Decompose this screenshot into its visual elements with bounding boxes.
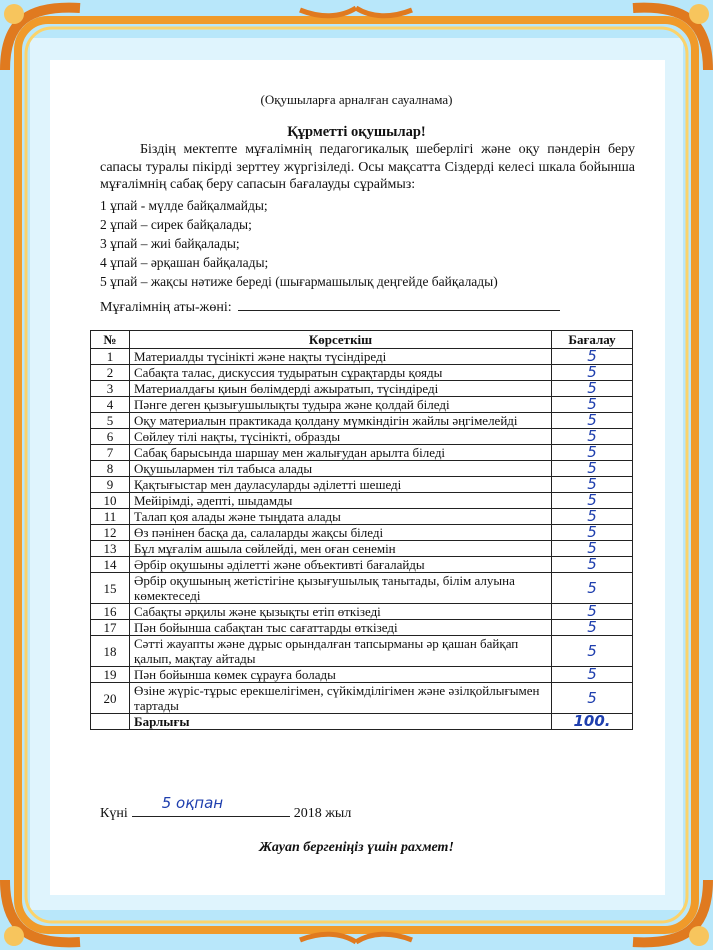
row-number: 2 [91, 365, 130, 381]
table-row [91, 667, 633, 683]
row-grade: 5 [552, 365, 633, 381]
row-grade: 5 [552, 557, 633, 573]
table-row [91, 477, 633, 493]
total-empty-cell [91, 714, 130, 730]
row-indicator: Материалдағы қиын бөлімдерді ажыратып, түсіндіреді [130, 381, 552, 397]
row-grade: 5 [552, 381, 633, 397]
thanks-text: Жауап бергеніңіз үшін рахмет! [259, 840, 454, 855]
row-number: 4 [91, 397, 130, 413]
table-row [91, 493, 633, 509]
row-grade: 5 [552, 445, 633, 461]
row-number: 10 [91, 493, 130, 509]
row-indicator: Пән бойынша көмек сұрауға болады [130, 667, 552, 683]
total-value: 100. [552, 714, 633, 730]
row-indicator: Материалды түсінікті және нақты түсіндіреді [130, 349, 552, 365]
row-number: 19 [91, 667, 130, 683]
table-row [91, 636, 633, 667]
scale-item: 1 ұпай - мүлде байқалмайды; [100, 198, 268, 213]
row-indicator: Қақтығыстар мен дауласуларды әділетті шешеді [130, 477, 552, 493]
row-grade: 5 [552, 667, 633, 683]
row-grade: 5 [552, 461, 633, 477]
table-row [91, 365, 633, 381]
row-grade: 5 [552, 573, 633, 604]
table-row [91, 509, 633, 525]
row-number: 12 [91, 525, 130, 541]
row-grade: 5 [552, 636, 633, 667]
table-row [91, 604, 633, 620]
row-grade: 5 [552, 493, 633, 509]
date-line [132, 794, 290, 817]
table-row [91, 413, 633, 429]
row-indicator: Сабақты әрқилы және қызықты етіп өткізеді [130, 604, 552, 620]
table-total-row [91, 714, 633, 730]
row-grade: 5 [552, 429, 633, 445]
row-number: 14 [91, 557, 130, 573]
header-indicator: Көрсеткіш [130, 331, 552, 349]
document-subtitle: (Оқушыларға арналған сауалнама) [260, 92, 453, 107]
teacher-name-field [100, 298, 560, 316]
header-grade: Бағалау [552, 331, 633, 349]
row-number: 20 [91, 683, 130, 714]
table-row [91, 381, 633, 397]
row-indicator: Бұл мұғалім ашыла сөйлейді, мен оған сенемін [130, 541, 552, 557]
row-indicator: Пәнге деген қызығушылықты тудыра және қолдай біледі [130, 397, 552, 413]
row-indicator: Сабақ барысында шаршау мен жалығудан арылта біледі [130, 445, 552, 461]
row-number: 15 [91, 573, 130, 604]
scale-item: 4 ұпай – әрқашан байқалады; [100, 255, 269, 270]
scale-item: 2 ұпай – сирек байқалады; [100, 217, 252, 232]
row-grade: 5 [552, 397, 633, 413]
row-indicator: Талап қоя алады және тыңдата алады [130, 509, 552, 525]
greeting-heading: Құрметті оқушылар! [287, 124, 426, 140]
table-row [91, 429, 633, 445]
row-grade: 5 [552, 541, 633, 557]
row-indicator: Әрбір оқушыны әділетті және объективті бағалайды [130, 557, 552, 573]
scale-item: 3 ұпай – жиі байқалады; [100, 236, 240, 251]
row-indicator: Пән бойынша сабақтан тыс сағаттарды өткізеді [130, 620, 552, 636]
row-grade: 5 [552, 683, 633, 714]
scale-item: 5 ұпай – жақсы нәтиже береді (шығармашылық деңгейде байқалады) [100, 274, 498, 289]
row-grade: 5 [552, 477, 633, 493]
row-number: 5 [91, 413, 130, 429]
date-year: 2018 жыл [293, 806, 352, 821]
row-number: 3 [91, 381, 130, 397]
row-number: 11 [91, 509, 130, 525]
row-grade: 5 [552, 509, 633, 525]
date-value: 5 оқпан [161, 794, 224, 812]
date-field [100, 794, 352, 822]
row-number: 1 [91, 349, 130, 365]
row-indicator: Сөйлеу тілі нақты, түсінікті, образды [130, 429, 552, 445]
row-indicator: Оқу материалын практикада қолдану мүмкіндігін жайлы әңгімелейді [130, 413, 552, 429]
row-grade: 5 [552, 620, 633, 636]
row-number: 17 [91, 620, 130, 636]
table-row [91, 397, 633, 413]
scale-list [100, 196, 498, 291]
table-row [91, 525, 633, 541]
row-number: 7 [91, 445, 130, 461]
teacher-name-label: Мұғалімнің аты-жөні: [100, 300, 232, 315]
row-indicator: Оқушылармен тіл табыса алады [130, 461, 552, 477]
table-row [91, 349, 633, 365]
header-number: № [91, 331, 130, 349]
table-row [91, 461, 633, 477]
row-indicator: Сәтті жауапты және дұрыс орындалған тапсырманы әр қашан байқап қалып, мақтау айтады [130, 636, 552, 667]
row-number: 8 [91, 461, 130, 477]
table-row [91, 683, 633, 714]
table-row [91, 557, 633, 573]
row-number: 18 [91, 636, 130, 667]
row-number: 16 [91, 604, 130, 620]
row-indicator: Әрбір оқушының жетістігіне қызығушылық танытады, білім алуына көмектеседі [130, 573, 552, 604]
row-number: 13 [91, 541, 130, 557]
row-number: 6 [91, 429, 130, 445]
table-row [91, 445, 633, 461]
table-header-row [91, 331, 633, 349]
row-indicator: Сабақта талас, дискуссия тудыратын сұрақтарды қояды [130, 365, 552, 381]
row-indicator: Өзіне жүріс-тұрыс ерекшелігімен, сүйкімділігімен және әзілқойлығымен тартады [130, 683, 552, 714]
teacher-name-line [238, 298, 560, 311]
row-indicator: Мейірімді, әдепті, шыдамды [130, 493, 552, 509]
row-grade: 5 [552, 349, 633, 365]
row-grade: 5 [552, 413, 633, 429]
row-indicator: Өз пәнінен басқа да, салаларды жақсы біледі [130, 525, 552, 541]
table-row [91, 541, 633, 557]
row-grade: 5 [552, 604, 633, 620]
date-label: Күні [100, 806, 128, 821]
table-row [91, 573, 633, 604]
intro-paragraph: Біздің мектепте мұғалімнің педагогикалық шеберлігі және оқу пәндерін беру сапасы туралы пікірді зерттеу жүргізіледі. Осы мақсатта Сіздерді келесі шкала бойынша мұғалімнің сабақ беру сапасын бағалауды сұраймыз: [100, 142, 635, 192]
total-label: Барлығы [130, 714, 552, 730]
row-grade: 5 [552, 525, 633, 541]
survey-table [90, 330, 633, 730]
table-row [91, 620, 633, 636]
row-number: 9 [91, 477, 130, 493]
